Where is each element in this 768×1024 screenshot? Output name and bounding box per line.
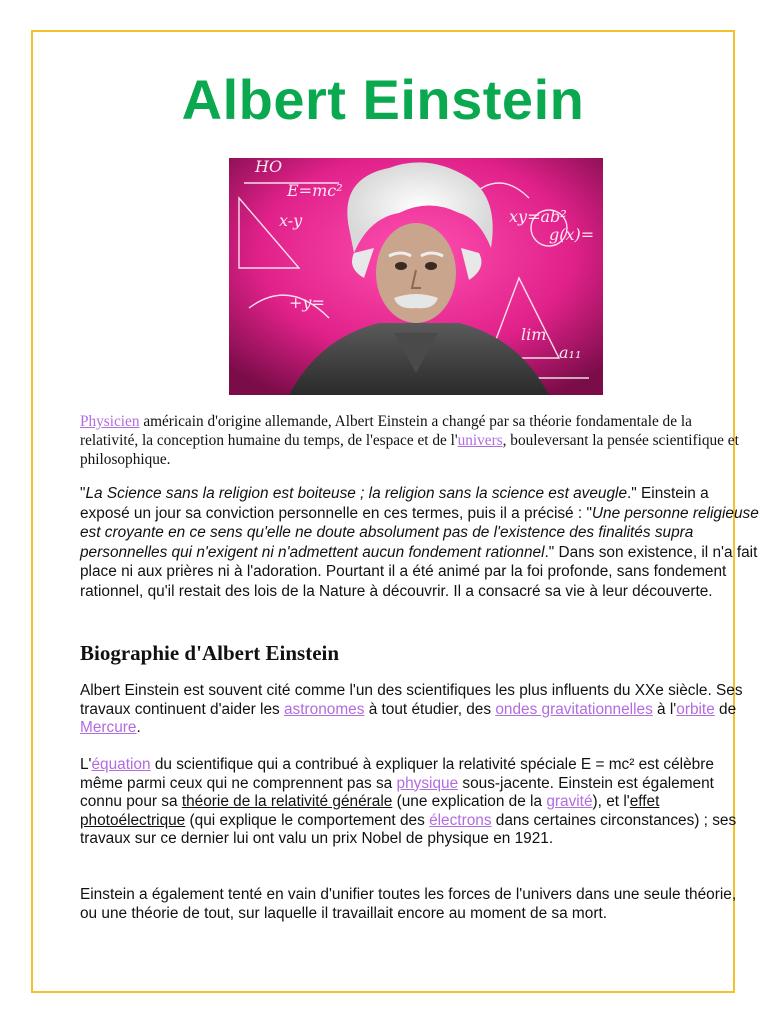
quote-text-1: ." Einstein a exposé un jour sa conviction personnelle en ces termes, puis il a précisé : " — [80, 485, 709, 522]
quote-science-religion: La Science sans la religion est boiteuse ; la religion sans la science est aveugle — [85, 485, 628, 502]
bio1-text-5: . — [136, 719, 141, 736]
bio2-text-3: sous-jacente. Einstein est également connu pour sa — [80, 774, 714, 810]
intro-text-1: américain d'origine allemande, Albert Einstein a changé par sa théorie fondamentale de la relativité, la conception humaine du temps, de l'espace et de l' — [80, 413, 692, 449]
quote-paragraph — [80, 484, 760, 602]
bio2-text-7: dans certaines circonstances) ; ses travaux sur ce dernier lui ont valu un prix Nobel de physique en 1921. — [80, 811, 737, 847]
bio2-text-2: du scientifique qui a contribué à expliquer la relativité spéciale E = mc² est célèbre même parmi ceux qui ne comprennent pas sa — [80, 756, 714, 792]
formula-xyab: xy=ab² — [509, 207, 567, 226]
link-theorie-relativite-generale[interactable]: théorie de la relativité générale — [181, 793, 393, 810]
formula-gx: g(x)= — [549, 225, 595, 244]
bio1-text-1: Albert Einstein est souvent cité comme l'un des scientifiques les plus influents du XXe siècle. Ses travaux continuent d'aider les — [80, 682, 743, 718]
link-physique[interactable]: physique — [396, 774, 459, 792]
page-frame — [31, 30, 759, 993]
link-ondes-gravitationnelles[interactable]: ondes gravitationnelles — [495, 700, 653, 718]
page-title: Albert Einstein — [181, 68, 585, 131]
link-gravite[interactable]: gravité — [546, 793, 593, 810]
bio2-text-1: L' — [80, 756, 92, 773]
formula-plus-y: +y= — [289, 293, 325, 312]
bio-paragraph-3: Einstein a également tenté en vain d'unifier toutes les forces de l'univers dans une seule théorie, ou une théorie de tout, sur laquelle il travaillait encore au moment de sa mort. — [80, 886, 737, 922]
bio1-text-3: à l' — [652, 700, 677, 718]
link-mercure[interactable]: Mercure — [80, 719, 137, 736]
quote-text-2: ." Dans son existence, il n'a fait place ni aux prières ni à l'adoration. Pourtant il a été animé par la foi profonde, sans fondement rationnel, qu'il restait des lois de la Nature à découvrir. Il a consacré sa vie à leur découverte. — [80, 543, 758, 600]
link-electrons[interactable]: électrons — [429, 811, 492, 829]
link-univers[interactable]: univers — [457, 432, 503, 449]
link-effet-photoelectrique[interactable]: effet photoélectrique — [80, 793, 660, 829]
bio2-text-5: ), et l' — [592, 793, 630, 810]
formula-xy: x-y — [279, 211, 303, 230]
intro-text-2: , bouleversant la pensée scientifique et philosophique. — [80, 432, 739, 468]
bio-paragraph-2 — [80, 756, 756, 849]
bio-paragraph-1 — [80, 682, 756, 738]
biography-heading: Biographie d'Albert Einstein — [80, 641, 340, 665]
formula-emc2: E=mc² — [287, 181, 343, 200]
einstein-portrait-image — [229, 158, 603, 395]
bio1-text-4: de — [714, 700, 737, 718]
bio2-text-6: (qui explique le comportement des — [185, 811, 430, 829]
bio1-text-2: à tout étudier, des — [364, 700, 496, 718]
link-orbite[interactable]: orbite — [676, 700, 715, 718]
formula-a11: a₁₁ — [559, 343, 582, 362]
formula-ho: HO — [255, 158, 283, 176]
bio2-text-4: (une explication de la — [392, 793, 547, 810]
quote-open: " — [80, 485, 86, 502]
intro-paragraph — [80, 412, 750, 469]
formula-lim: lim — [521, 325, 547, 344]
link-physicien[interactable]: Physicien — [80, 413, 140, 430]
link-astronomes[interactable]: astronomes — [284, 700, 365, 718]
quote-personne-religieuse: Une personne religieuse est croyante en ce sens qu'elle ne doute absolument pas de l'existence des finalités supra personnelles qui n'exigent ni n'admettent aucun fondement rationnel — [80, 504, 759, 561]
link-equation[interactable]: équation — [91, 756, 151, 773]
